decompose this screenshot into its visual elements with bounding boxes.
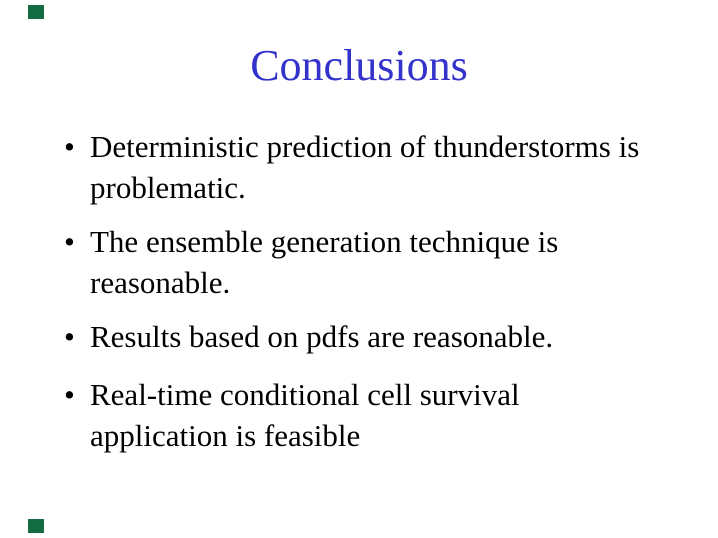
bullet-icon: • xyxy=(64,224,75,259)
corner-marker-bottom-left xyxy=(28,519,44,533)
bullet-item xyxy=(0,126,688,208)
bullet-text-line: Deterministic prediction of thunderstorms is xyxy=(90,129,640,164)
bullet-item xyxy=(0,374,688,456)
bullet-item xyxy=(0,221,688,303)
bullet-text-line: The ensemble generation technique is xyxy=(90,224,559,259)
bullet-text-line: reasonable. xyxy=(90,265,231,300)
slide-title: Conclusions xyxy=(250,41,468,90)
bullet-list xyxy=(0,126,688,469)
bullet-icon: • xyxy=(64,319,75,354)
bullet-text-line: Real-time conditional cell survival xyxy=(90,377,520,412)
bullet-text-line: problematic. xyxy=(90,170,246,205)
bullet-item xyxy=(0,316,688,357)
bullet-text-line: Results based on pdfs are reasonable. xyxy=(90,319,554,354)
bullet-icon: • xyxy=(64,377,75,412)
bullet-text-line: application is feasible xyxy=(90,418,361,453)
corner-marker-top-left xyxy=(28,5,44,19)
bullet-icon: • xyxy=(64,129,75,164)
